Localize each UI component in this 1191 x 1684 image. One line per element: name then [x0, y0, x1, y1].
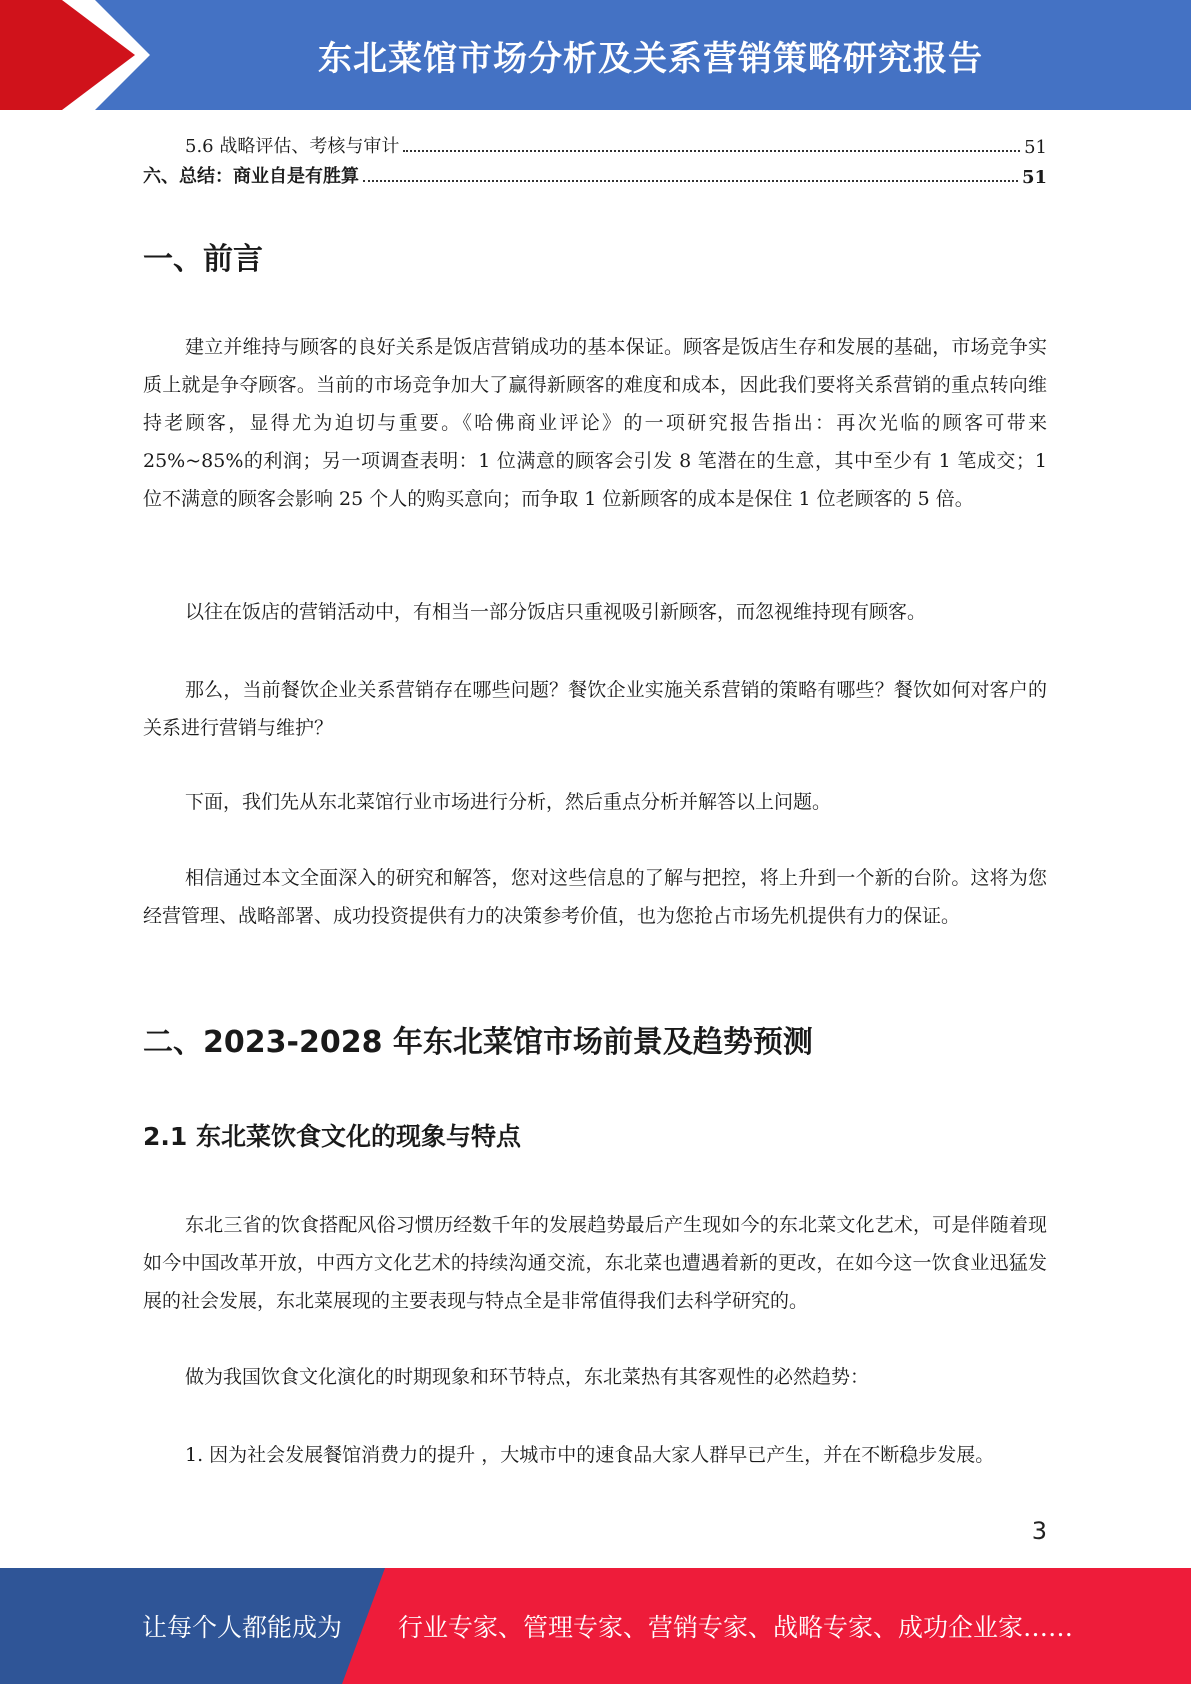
paragraph: 那么，当前餐饮企业关系营销存在哪些问题？餐饮企业实施关系营销的策略有哪些？餐饮如何对客户的关系进行营销与维护？: [143, 679, 1047, 739]
toc-leader-dots: [403, 150, 1020, 152]
paragraph: 东北三省的饮食搭配风俗习惯历经数千年的发展趋势最后产生现如今的东北菜文化艺术，可是伴随着现如今中国改革开放，中西方文化艺术的持续沟通交流，东北菜也遭遇着新的更改，在如今这一饮食业迅猛发展的社会发展，东北菜展现的主要表现与特点全是非常值得我们去科学研究的。: [143, 1214, 1047, 1312]
toc-entry-label: 5.6 战略评估、考核与审计: [185, 136, 400, 157]
toc-entry-label: 六、总结：商业自是有胜算: [143, 166, 359, 187]
paragraph: 以往在饭店的营销活动中，有相当一部分饭店只重视吸引新顾客，而忽视维持现有顾客。: [185, 601, 927, 623]
page-footer: [0, 1568, 1191, 1684]
paragraph: 做为我国饮食文化演化的时期现象和环节特点，东北菜热有其客观性的必然趋势：: [185, 1366, 870, 1388]
paragraph: 下面，我们先从东北菜馆行业市场进行分析，然后重点分析并解答以上问题。: [185, 791, 832, 813]
paragraph: 相信通过本文全面深入的研究和解答，您对这些信息的了解与把控，将上升到一个新的台阶。这将为您经营管理、战略部署、成功投资提供有力的决策参考价值，也为您抢占市场先机提供有力的保证。: [143, 867, 1047, 927]
toc-entry-page: 51: [1024, 137, 1047, 158]
footer-slogan-right: 行业专家、管理专家、营销专家、战略专家、成功企业家……: [398, 1613, 1074, 1642]
paragraph: 建立并维持与顾客的良好关系是饭店营销成功的基本保证。顾客是饭店生存和发展的基础，市场竞争实质上就是争夺顾客。当前的市场竞争加大了赢得新顾客的难度和成本，因此我们要将关系营销的重点转向维持老顾客，显得尤为迫切与重要。《哈佛商业评论》的一项研究报告指出：再次光临的顾客可带来 25%~85%的利润；另一项调查表明：1 位满意的顾客会引发 8 笔潜在的生意，其中至少有 1 笔成交；1 位不满意的顾客会影响 25 个人的购买意向；而争取 1 位新顾客的成本是保住 1 位老顾客的 5 倍。: [143, 336, 1047, 510]
toc-entry-page: 51: [1021, 167, 1047, 188]
toc-leader-dots: [363, 180, 1018, 182]
page-number: 3: [1031, 1517, 1047, 1545]
toc-entry[interactable]: [143, 128, 1047, 158]
section-heading: 一、前言: [143, 242, 263, 277]
section-heading: 二、2023-2028 年东北菜馆市场前景及趋势预测: [143, 1025, 813, 1060]
toc-entry[interactable]: [143, 158, 1047, 188]
red-chevron-graphic: [0, 0, 160, 110]
subsection-heading: 2.1 东北菜饮食文化的现象与特点: [143, 1122, 521, 1151]
paragraph: 1. 因为社会发展餐馆消费力的提升 ，大城市中的速食品大家人群早已产生，并在不断稳步发展。: [185, 1444, 995, 1466]
toc-fragment: [143, 128, 1047, 188]
report-title: 东北菜馆市场分析及关系营销策略研究报告: [318, 38, 983, 79]
page-header: [0, 0, 1191, 110]
footer-slogan-left: 让每个人都能成为: [142, 1613, 343, 1642]
